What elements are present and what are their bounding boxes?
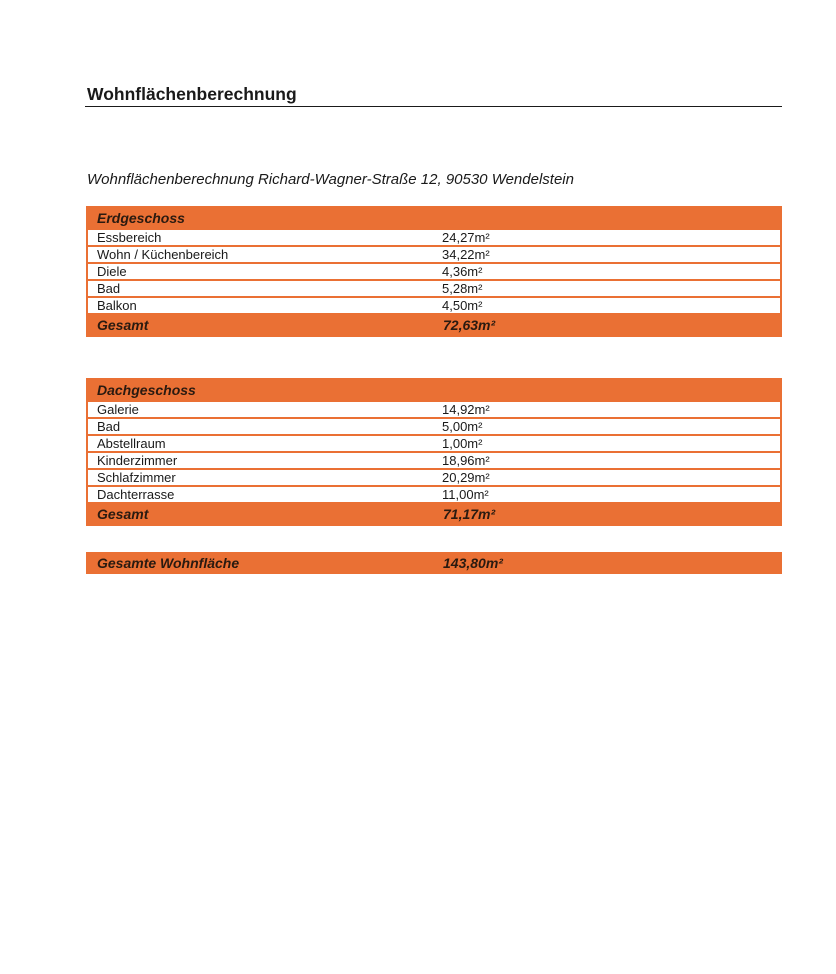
room-area: 18,96m²: [432, 452, 781, 469]
room-name: Dachterrasse: [87, 486, 432, 503]
room-area: 4,50m²: [432, 297, 781, 314]
room-name: Balkon: [87, 297, 432, 314]
grand-total-value: 143,80m²: [432, 553, 781, 573]
grand-total-row: [87, 553, 781, 573]
dachgeschoss-heading: Dachgeschoss: [87, 379, 781, 401]
dachgeschoss-table: [86, 378, 782, 526]
document-subtitle: Wohnflächenberechnung Richard-Wagner-Straße 12, 90530 Wendelstein: [87, 171, 574, 188]
table-row: [87, 401, 781, 418]
dachgeschoss-total-row: [87, 503, 781, 525]
grand-total-table: [86, 552, 782, 574]
room-name: Essbereich: [87, 229, 432, 246]
room-area: 11,00m²: [432, 486, 781, 503]
room-name: Wohn / Küchenbereich: [87, 246, 432, 263]
table-row: [87, 486, 781, 503]
erdgeschoss-heading: Erdgeschoss: [87, 207, 781, 229]
grand-total-label: Gesamte Wohnfläche: [87, 553, 432, 573]
room-area: 5,00m²: [432, 418, 781, 435]
room-name: Abstellraum: [87, 435, 432, 452]
room-area: 20,29m²: [432, 469, 781, 486]
room-name: Kinderzimmer: [87, 452, 432, 469]
table-row: [87, 280, 781, 297]
table-row: [87, 246, 781, 263]
table-row: [87, 469, 781, 486]
room-area: 14,92m²: [432, 401, 781, 418]
room-area: 24,27m²: [432, 229, 781, 246]
room-area: 4,36m²: [432, 263, 781, 280]
erdgeschoss-total-row: [87, 314, 781, 336]
total-label: Gesamt: [87, 503, 432, 525]
title-divider: [85, 106, 782, 107]
dachgeschoss-header-row: [87, 379, 781, 401]
room-name: Bad: [87, 418, 432, 435]
page-title: Wohnflächenberechnung: [87, 84, 297, 104]
table-row: [87, 229, 781, 246]
total-value: 71,17m²: [432, 503, 781, 525]
room-name: Bad: [87, 280, 432, 297]
room-name: Galerie: [87, 401, 432, 418]
erdgeschoss-header-row: [87, 207, 781, 229]
room-name: Schlafzimmer: [87, 469, 432, 486]
room-area: 5,28m²: [432, 280, 781, 297]
table-row: [87, 418, 781, 435]
erdgeschoss-table: [86, 206, 782, 337]
table-row: [87, 435, 781, 452]
total-label: Gesamt: [87, 314, 432, 336]
table-row: [87, 263, 781, 280]
room-name: Diele: [87, 263, 432, 280]
room-area: 34,22m²: [432, 246, 781, 263]
total-value: 72,63m²: [432, 314, 781, 336]
room-area: 1,00m²: [432, 435, 781, 452]
table-row: [87, 297, 781, 314]
table-row: [87, 452, 781, 469]
